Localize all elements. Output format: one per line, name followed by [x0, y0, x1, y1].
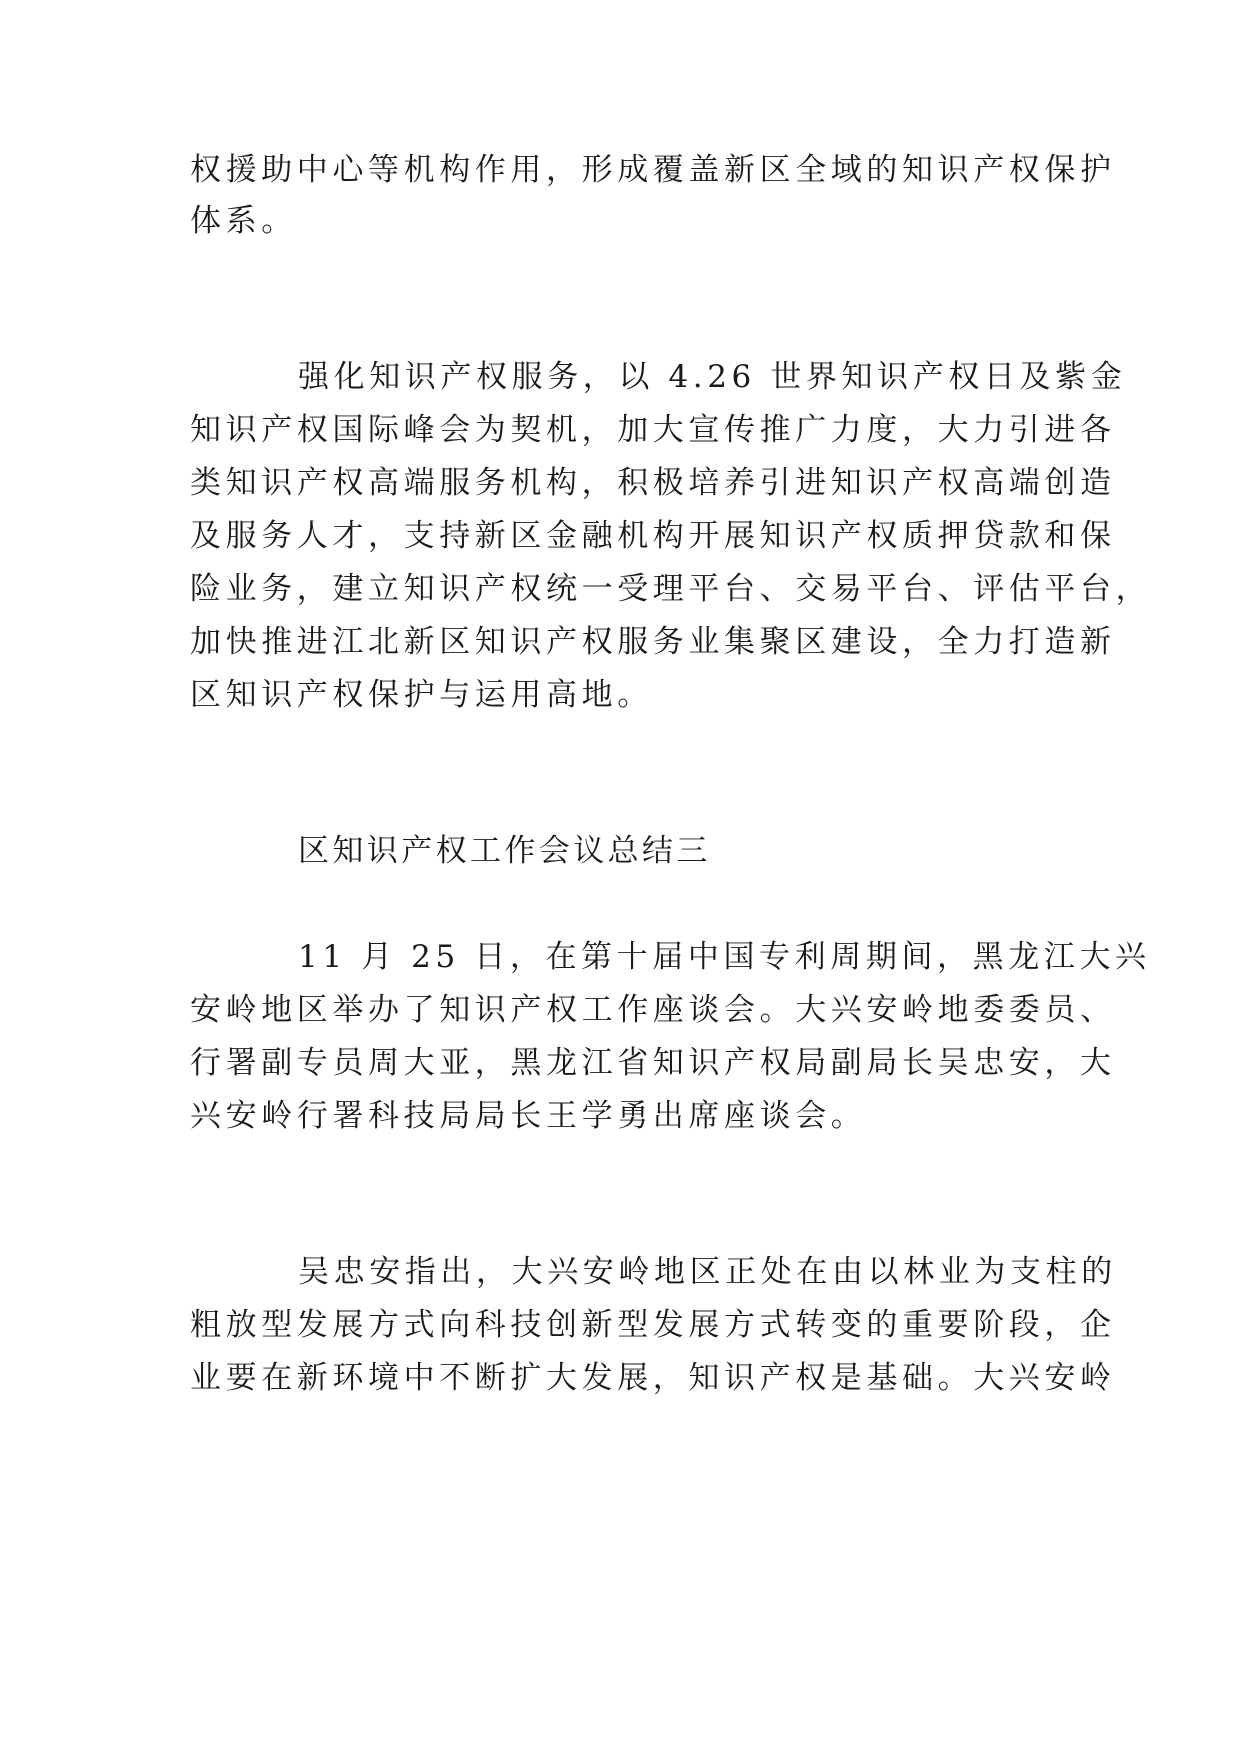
paragraph-line: 安岭地区举办了知识产权工作座谈会。大兴安岭地委委员、 [190, 992, 1116, 1028]
paragraph-line: 体系。 [190, 203, 297, 239]
paragraph-line: 及服务人才，支持新区金融机构开展知识产权质押贷款和保 [190, 518, 1116, 554]
paragraph-line: 吴忠安指出，大兴安岭地区正处在由以林业为支柱的 [298, 1254, 1117, 1290]
paragraph-line: 兴安岭行署科技局局长王学勇出席座谈会。 [190, 1098, 867, 1134]
paragraph-line: 加快推进江北新区知识产权服务业集聚区建设，全力打造新 [190, 624, 1116, 660]
paragraph-line: 险业务，建立知识产权统一受理平台、交易平台、评估平台， [190, 571, 1152, 607]
paragraph-line: 权援助中心等机构作用，形成覆盖新区全域的知识产权保护 [190, 152, 1116, 188]
paragraph-line: 11 月 25 日，在第十届中国专利周期间，黑龙江大兴 [298, 939, 1151, 975]
paragraph-line: 区知识产权保护与运用高地。 [190, 677, 653, 713]
paragraph-line: 强化知识产权服务，以 4.26 世界知识产权日及紫金 [298, 359, 1127, 395]
paragraph-line: 粗放型发展方式向科技创新型发展方式转变的重要阶段，企 [190, 1307, 1116, 1343]
paragraph-line: 业要在新环境中不断扩大发展，知识产权是基础。大兴安岭 [190, 1360, 1116, 1396]
paragraph-line: 知识产权国际峰会为契机，加大宣传推广力度，大力引进各 [190, 412, 1116, 448]
section-heading: 区知识产权工作会议总结三 [298, 833, 711, 869]
paragraph-line: 行署副专员周大亚，黑龙江省知识产权局副局长吴忠安，大 [190, 1045, 1116, 1081]
paragraph-line: 类知识产权高端服务机构，积极培养引进知识产权高端创造 [190, 465, 1116, 501]
